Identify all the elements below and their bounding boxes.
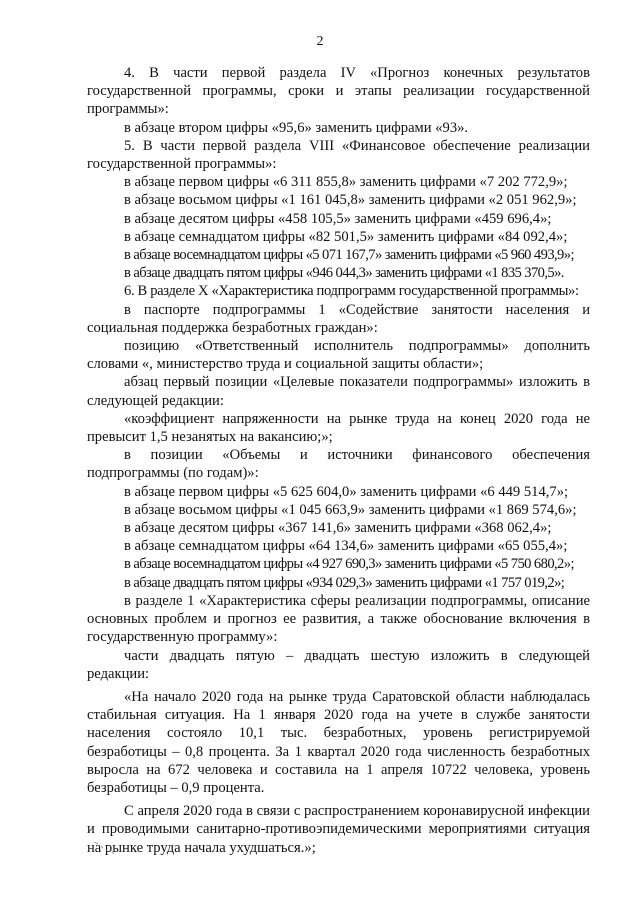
paragraph-replace: в абзаце двадцать пятом цифры «946 044,3» заменить цифрами «1 835 370,5». <box>124 265 564 282</box>
paragraph-item-5: 5. В части первой раздела VIII «Финансовое обеспечение реализации государственной программы»: <box>87 137 590 173</box>
paragraph-replace: в абзаце втором цифры «95,6» заменить цифрами «93». <box>124 119 469 136</box>
paragraph-replace: в абзаце первом цифры «6 311 855,8» заменить цифрами «7 202 772,9»; <box>124 174 568 191</box>
paragraph-replace: в абзаце восьмом цифры «1 161 045,8» заменить цифрами «2 051 962,9»; <box>124 192 577 209</box>
paragraph-replace: в абзаце двадцать пятом цифры «934 029,3» заменить цифрами «1 757 019,2»; <box>124 574 565 591</box>
paragraph-replace: в абзаце восемнадцатом цифры «4 927 690,3» заменить цифрами «5 750 680,2»; <box>124 556 574 573</box>
scan-mark-icon <box>92 836 132 860</box>
paragraph-item-4: 4. В части первой раздела IV «Прогноз конечных результатов государственной программы, сроки и этапы реализации государственной программы»: <box>87 65 590 118</box>
page-number: 2 <box>316 34 324 49</box>
paragraph-replace: в абзаце десятом цифры «367 141,6» заменить цифрами «368 062,4»; <box>124 520 552 537</box>
paragraph-executor: позицию «Ответственный исполнитель подпрограммы» дополнить словами «, министерство труда и социальной защиты области»; <box>87 338 590 373</box>
paragraph-coefficient: «коэффициент напряженности на рынке труда на конец 2020 года не превысит 1,5 незанятых на вакансию;»; <box>87 410 590 446</box>
paragraph-replace: в абзаце семнадцатом цифры «82 501,5» заменить цифрами «84 092,4»; <box>124 228 568 245</box>
paragraph-quote-1: «На начало 2020 года на рынке труда Саратовской области наблюдалась стабильная ситуация. На 1 января 2020 года на учете в службе занятости населения состояло 10,1 тыс. безработных, уровень регистрируемой безработицы – 0,8 процента. За 1 квартал 2020 года численность безработных выросла на 672 человека и составила на 1 апреля 10722 человека, уровень безработицы – 0,9 процента. <box>87 688 590 796</box>
paragraph-replace: в абзаце восьмом цифры «1 045 663,9» заменить цифрами «1 869 574,6»; <box>124 501 577 518</box>
paragraph-replace: в абзаце семнадцатом цифры «64 134,6» заменить цифрами «65 055,4»; <box>124 538 568 555</box>
paragraph-replace: в абзаце восемнадцатом цифры «5 071 167,7» заменить цифрами «5 960 493,9»; <box>124 247 574 264</box>
paragraph-quote-2: С апреля 2020 года в связи с распространением коронавирусной инфекции и проводимыми санитарно-противоэпидемическими мероприятиями ситуация на рынке труда начала ухудшаться.»; <box>87 803 590 856</box>
paragraph-replace: в абзаце первом цифры «5 625 604,0» заменить цифрами «6 449 514,7»; <box>124 483 569 500</box>
paragraph-volumes: в позиции «Объемы и источники финансового обеспечения подпрограммы (по годам)»: <box>87 447 590 482</box>
paragraph-section-1: в разделе 1 «Характеристика сферы реализации подпрограммы, описание основных проблем и прогноз ее развития, а также обоснование включения в государственную программу»: <box>87 592 590 646</box>
paragraph-passport: в паспорте подпрограммы 1 «Содействие занятости населения и социальная поддержка безработных граждан»: <box>87 301 590 336</box>
paragraph-replace: в абзаце десятом цифры «458 105,5» заменить цифрами «459 696,4»; <box>124 210 552 227</box>
paragraph-indicators: абзац первый позиции «Целевые показатели подпрограммы» изложить в следующей редакции: <box>87 374 590 409</box>
paragraph-item-6: 6. В разделе X «Характеристика подпрограмм государственной программы»: <box>124 283 579 300</box>
paragraph-parts: части двадцать пятую – двадцать шестую изложить в следующей редакции: <box>87 647 590 682</box>
document-body <box>87 64 590 857</box>
